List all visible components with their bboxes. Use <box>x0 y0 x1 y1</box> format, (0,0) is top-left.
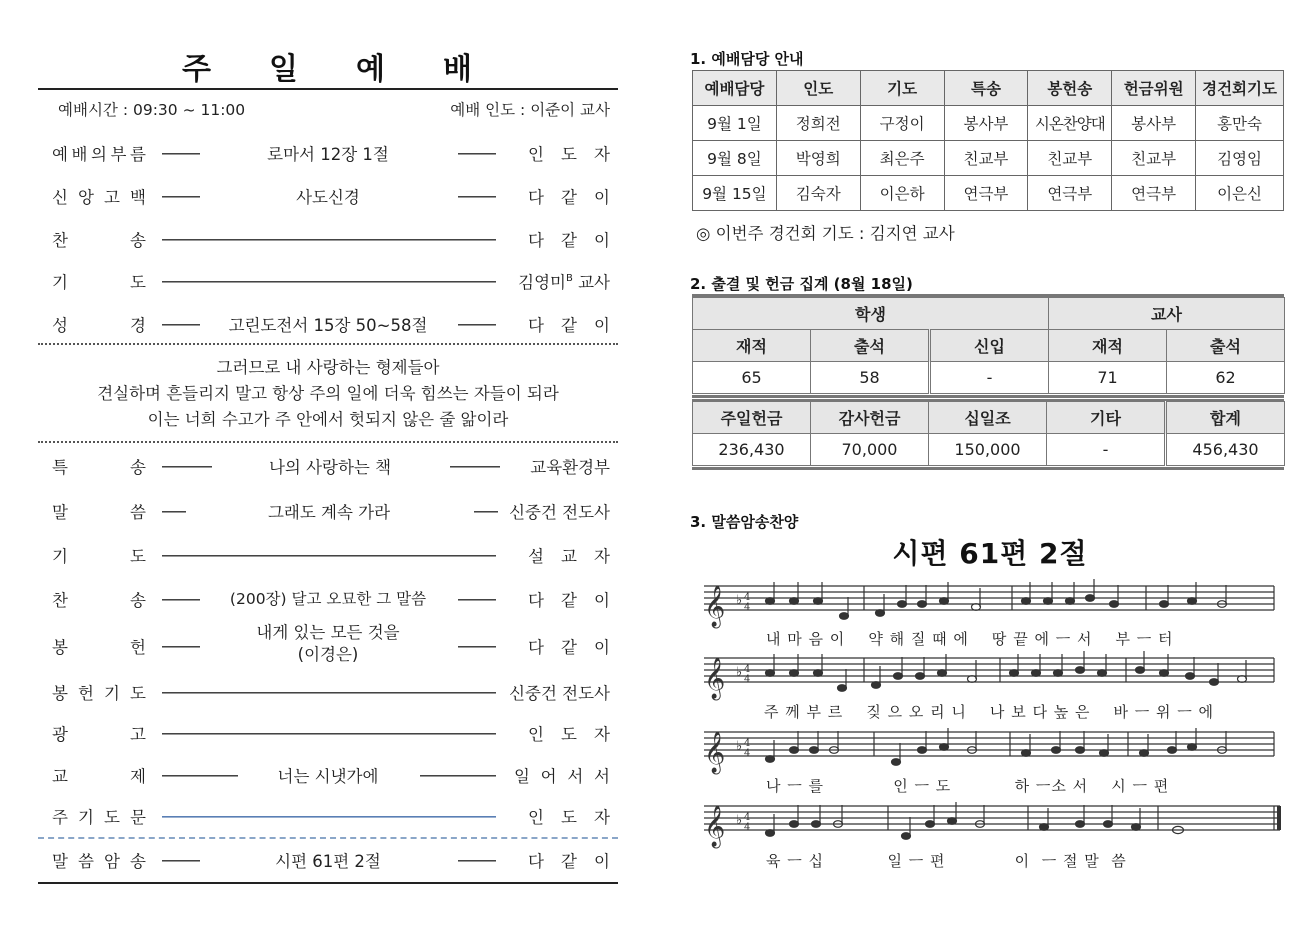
score-title: 시편 61편 2절 <box>892 537 1088 570</box>
prayer-note: ◎ 이번주 경건회 기도 : 김지연 교사 <box>696 224 955 243</box>
lyric-line: 내 마 음 이 약 해 질 때 에 땅 끝 에 ㅡ 서 부 ㅡ 터 <box>766 630 1174 648</box>
performer-char: 인 <box>528 808 544 827</box>
table-cell: 연극부 <box>1028 176 1112 211</box>
label-char: 부 <box>110 145 127 164</box>
table-cell: 시온찬양대 <box>1028 106 1112 141</box>
leader-line <box>162 775 238 777</box>
bottom-divider <box>38 882 618 884</box>
leader-line <box>162 646 200 648</box>
order-label <box>52 721 146 745</box>
order-label <box>52 763 146 787</box>
offering-song: 내게 있는 모든 것을 <box>256 623 400 642</box>
table-cell: 이은신 <box>1196 176 1284 211</box>
table-row <box>693 106 1284 141</box>
leader-line <box>420 775 496 777</box>
leader-line <box>162 860 200 862</box>
order-row-call-to-worship <box>38 141 618 167</box>
label-char: 성 <box>52 316 68 335</box>
performer-char: 인 <box>528 725 544 744</box>
label-char: 말 <box>52 852 68 871</box>
order-performer <box>528 184 610 208</box>
performer-char: 다 <box>528 188 544 207</box>
performer-char: 같 <box>561 231 577 250</box>
table-cell: 봉사부 <box>944 106 1028 141</box>
order-performer <box>528 634 610 658</box>
label-char: 씀 <box>130 503 146 522</box>
performer-char: 이 <box>594 231 610 250</box>
leader-line <box>162 816 496 818</box>
label-char: 기 <box>78 808 94 827</box>
table-cell: 김숙자 <box>776 176 860 211</box>
worship-title <box>38 44 618 88</box>
performer-char: 같 <box>561 852 577 871</box>
label-char: 봉 <box>52 638 68 657</box>
order-of-worship <box>38 40 618 900</box>
table-cell: 150,000 <box>929 434 1047 466</box>
label-char: 름 <box>130 145 146 164</box>
label-char: 송 <box>130 852 146 871</box>
svg-text:4: 4 <box>744 748 751 759</box>
table-header: 학생 <box>693 298 1049 330</box>
offering-header-row <box>693 402 1285 434</box>
order-performer <box>528 587 610 611</box>
performer-char: 이 <box>594 591 610 610</box>
svg-text:4: 4 <box>744 592 751 603</box>
verse-line: 그러므로 내 사랑하는 형제들아 <box>216 358 440 377</box>
label-char: 문 <box>130 808 146 827</box>
table-cell: 친교부 <box>1028 141 1112 176</box>
leader-line <box>162 196 200 198</box>
table-cell: - <box>1047 434 1166 466</box>
performer-char: 서 <box>567 767 584 786</box>
announcements-panel <box>690 40 1290 900</box>
table-header: 헌금위원 <box>1112 71 1196 106</box>
order-performer <box>528 848 610 872</box>
svg-text:♭: ♭ <box>736 593 743 608</box>
verse-divider-top <box>38 343 618 345</box>
table-cell: 박영희 <box>776 141 860 176</box>
order-content: 고린도전서 15장 50~58절 <box>228 316 428 335</box>
label-char: 헌 <box>78 684 94 703</box>
order-row-fellowship <box>38 763 618 789</box>
label-char: 도 <box>130 684 146 703</box>
order-row-offering-prayer <box>38 680 618 706</box>
performer-char: 같 <box>561 188 577 207</box>
label-char: 광 <box>52 725 68 744</box>
performer-char: 같 <box>561 316 577 335</box>
duty-table <box>692 70 1284 211</box>
table-header: 예배담당 <box>693 71 777 106</box>
label-char: 교 <box>52 767 68 786</box>
label-char: 송 <box>130 591 146 610</box>
order-row-scripture <box>38 312 618 338</box>
performer-char: 다 <box>528 852 544 871</box>
svg-text:♭: ♭ <box>736 813 743 828</box>
section-attendance-title: 2. 출결 및 헌금 집계 (8월 18일) <box>690 275 913 293</box>
order-row-hymn <box>38 227 618 253</box>
order-content: (200장) 달고 오묘한 그 말씀 <box>229 590 427 608</box>
order-content: 그래도 계속 가라 <box>267 503 391 522</box>
table-header: 인도 <box>776 71 860 106</box>
table-header: 주일헌금 <box>693 402 811 434</box>
leader-line <box>162 555 496 557</box>
leader-line <box>458 860 496 862</box>
order-row-confession <box>38 184 618 210</box>
order-label <box>52 227 146 251</box>
table-cell: 456,430 <box>1166 434 1285 466</box>
performer-char: 이 <box>594 638 610 657</box>
order-performer <box>518 269 610 293</box>
leader-line <box>162 153 200 155</box>
section-duty-title: 1. 예배담당 안내 <box>690 50 804 68</box>
order-performer <box>528 543 610 567</box>
order-row-prayer <box>38 269 618 295</box>
order-performer <box>528 312 610 336</box>
leader-line <box>162 599 200 601</box>
order-label <box>52 499 146 523</box>
leader-line <box>458 324 496 326</box>
order-label <box>52 312 146 336</box>
order-label <box>52 454 146 478</box>
performer-char: 다 <box>528 591 544 610</box>
leader-line <box>458 599 496 601</box>
performer-char: 자 <box>594 725 610 744</box>
table-header: 기타 <box>1047 402 1166 434</box>
order-row-special-song <box>38 454 618 480</box>
attendance-subheader-row <box>693 330 1285 362</box>
order-performer: 신중건 전도사 <box>509 684 610 703</box>
title-divider <box>38 88 618 90</box>
leader-line <box>458 646 496 648</box>
label-char: 신 <box>52 188 68 207</box>
table-header: 십일조 <box>929 402 1047 434</box>
svg-text:𝄞: 𝄞 <box>704 806 726 847</box>
table-cell: 연극부 <box>1112 176 1196 211</box>
table-cell: 김영임 <box>1196 141 1284 176</box>
label-char: 예 <box>52 145 68 164</box>
order-performer <box>528 804 610 828</box>
offering-bottom-rule <box>692 467 1284 470</box>
table-cell: 정희전 <box>776 106 860 141</box>
leader-line <box>162 324 200 326</box>
svg-text:4: 4 <box>744 664 751 675</box>
leader-line <box>162 511 186 513</box>
table-row <box>693 434 1285 466</box>
label-char: 찬 <box>52 591 68 610</box>
table-cell: 홍만숙 <box>1196 106 1284 141</box>
svg-text:𝄞: 𝄞 <box>704 658 726 699</box>
label-char: 앙 <box>78 188 94 207</box>
table-cell: 9월 8일 <box>693 141 777 176</box>
leader-line <box>162 239 496 241</box>
leader-line <box>458 153 496 155</box>
label-char: 헌 <box>130 638 146 657</box>
order-performer <box>528 721 610 745</box>
verse-line: 견실하며 흔들리지 말고 항상 주의 일에 더욱 힘쓰는 자들이 되라 <box>97 384 559 403</box>
table-cell: 236,430 <box>693 434 811 466</box>
order-row-hymn-2 <box>38 587 618 613</box>
table-row <box>693 362 1285 394</box>
order-content: 너는 시냇가에 <box>277 767 379 786</box>
table-cell: 구정이 <box>860 106 944 141</box>
label-char: 기 <box>52 273 68 292</box>
label-char: 송 <box>130 231 146 250</box>
section-memory-song-title: 3. 말씀암송찬양 <box>690 513 799 531</box>
performer-char: 도 <box>561 808 577 827</box>
sheet-music <box>690 570 1290 880</box>
table-header: 감사헌금 <box>811 402 929 434</box>
leader-line <box>162 466 212 468</box>
performer-char: 어 <box>540 767 557 786</box>
attendance-table <box>692 297 1285 394</box>
order-row-offering <box>38 623 618 664</box>
label-char: 주 <box>52 808 68 827</box>
order-label <box>52 634 146 658</box>
order-label <box>52 804 146 828</box>
table-header: 기도 <box>860 71 944 106</box>
svg-text:4: 4 <box>744 822 751 833</box>
leader-line <box>162 733 496 735</box>
performer-char: 설 <box>528 547 544 566</box>
table-header: 재적 <box>693 330 811 362</box>
svg-text:4: 4 <box>744 602 751 613</box>
order-performer: 교육환경부 <box>530 458 610 477</box>
label-char: 도 <box>130 273 146 292</box>
table-cell: 70,000 <box>811 434 929 466</box>
leader-line <box>474 511 498 513</box>
svg-text:𝄞: 𝄞 <box>704 586 726 627</box>
verse-divider-bottom <box>38 441 618 443</box>
order-label <box>52 269 146 293</box>
performer-title: 교사 <box>572 273 610 292</box>
table-header: 특송 <box>944 71 1028 106</box>
table-row <box>693 141 1284 176</box>
performer-char: 같 <box>561 638 577 657</box>
order-content: 시편 61편 2절 <box>275 852 381 871</box>
order-row-sermon <box>38 499 618 525</box>
order-label <box>52 184 146 208</box>
table-cell: - <box>930 362 1049 394</box>
table-header: 신입 <box>930 330 1049 362</box>
order-content <box>200 622 456 666</box>
table-row <box>693 176 1284 211</box>
svg-text:4: 4 <box>744 812 751 823</box>
order-label <box>52 587 146 611</box>
table-cell: 친교부 <box>944 141 1028 176</box>
table-cell: 65 <box>693 362 811 394</box>
table-cell: 최은주 <box>860 141 944 176</box>
label-char: 제 <box>130 767 146 786</box>
table-header: 합계 <box>1166 402 1285 434</box>
worship-leader: 예배 인도 : 이준이 교사 <box>450 101 610 119</box>
order-content: 로마서 12장 1절 <box>267 145 389 164</box>
attendance-group-row <box>693 298 1285 330</box>
leader-line <box>162 692 496 694</box>
label-char: 말 <box>52 503 68 522</box>
performer-char: 같 <box>561 591 577 610</box>
duty-header-row <box>693 71 1284 106</box>
performer-superscript: B <box>566 273 573 284</box>
scripture-verse <box>38 355 618 433</box>
order-row-lords-prayer <box>38 804 618 830</box>
performer-char: 자 <box>594 547 610 566</box>
offering-table <box>692 401 1285 466</box>
table-cell: 친교부 <box>1112 141 1196 176</box>
lyric-line: 나 ㅡ 를 인 ㅡ 도 하 ㅡ소 서 시 ㅡ 편 <box>766 777 1170 795</box>
offering-singer: (이경은) <box>297 645 359 664</box>
performer-char: 서 <box>594 767 610 786</box>
label-char: 배 <box>71 145 88 164</box>
order-performer <box>528 227 610 251</box>
label-char: 암 <box>104 852 120 871</box>
table-cell: 62 <box>1167 362 1285 394</box>
label-char: 찬 <box>52 231 68 250</box>
order-performer <box>528 141 610 165</box>
label-char: 봉 <box>52 684 68 703</box>
table-header: 교사 <box>1049 298 1285 330</box>
order-row-memory-verse <box>38 848 618 874</box>
label-char: 백 <box>130 188 146 207</box>
leader-line <box>450 466 500 468</box>
performer-char: 다 <box>528 638 544 657</box>
title-char: 주 <box>182 52 214 87</box>
worship-info <box>38 98 618 122</box>
lyric-line: 육 ㅡ 십 일 ㅡ 편 이 ㅡ 절 말 씀 <box>766 852 1127 870</box>
performer-char: 자 <box>594 145 610 164</box>
label-char: 의 <box>91 145 107 164</box>
table-header: 출석 <box>811 330 930 362</box>
svg-text:𝄞: 𝄞 <box>704 732 726 773</box>
performer-char: 이 <box>594 852 610 871</box>
order-label <box>52 543 146 567</box>
label-char: 씀 <box>78 852 94 871</box>
table-cell: 연극부 <box>944 176 1028 211</box>
performer-char: 자 <box>594 808 610 827</box>
order-row-announcements <box>38 721 618 747</box>
leader-line <box>162 281 496 283</box>
performer-char: 일 <box>514 767 530 786</box>
table-header: 재적 <box>1049 330 1167 362</box>
order-content: 사도신경 <box>296 188 360 207</box>
label-char: 기 <box>52 547 68 566</box>
table-header: 봉헌송 <box>1028 71 1112 106</box>
table-cell: 9월 15일 <box>693 176 777 211</box>
lyric-line: 주 께 부 르 짖 으 오 리 니 나 보 다 높 은 바 ㅡ 위 ㅡ 에 <box>764 703 1215 721</box>
table-cell: 이은하 <box>860 176 944 211</box>
table-cell: 9월 1일 <box>693 106 777 141</box>
label-char: 송 <box>130 458 146 477</box>
performer-char: 이 <box>594 316 610 335</box>
label-char: 도 <box>130 547 146 566</box>
svg-text:4: 4 <box>744 674 751 685</box>
order-performer <box>514 763 610 787</box>
table-cell: 71 <box>1049 362 1167 394</box>
performer-char: 이 <box>594 188 610 207</box>
order-label <box>52 848 146 872</box>
verse-line: 이는 너희 수고가 주 안에서 헛되지 않은 줄 앎이라 <box>147 410 509 429</box>
label-char: 경 <box>130 316 146 335</box>
table-cell: 봉사부 <box>1112 106 1196 141</box>
leader-line <box>458 196 496 198</box>
worship-time: 예배시간 : 09:30 ~ 11:00 <box>58 101 246 119</box>
table-cell: 58 <box>811 362 930 394</box>
performer-char: 도 <box>561 145 577 164</box>
table-header: 경건회기도 <box>1196 71 1284 106</box>
label-char: 고 <box>104 188 120 207</box>
title-char: 배 <box>442 52 474 87</box>
lords-prayer-divider <box>38 837 618 839</box>
order-performer: 신중건 전도사 <box>509 503 610 522</box>
performer-char: 교 <box>561 547 577 566</box>
label-char: 특 <box>52 458 68 477</box>
title-char: 예 <box>356 52 387 87</box>
order-label <box>52 680 146 704</box>
performer-name: 김영미 <box>518 273 566 292</box>
label-char: 도 <box>104 808 120 827</box>
performer-char: 도 <box>561 725 577 744</box>
performer-char: 인 <box>528 145 544 164</box>
svg-text:♭: ♭ <box>736 739 743 754</box>
svg-text:4: 4 <box>744 738 751 749</box>
label-char: 고 <box>130 725 146 744</box>
performer-char: 다 <box>528 316 544 335</box>
title-char: 일 <box>269 52 300 87</box>
performer-char: 다 <box>528 231 544 250</box>
order-label <box>52 141 146 165</box>
svg-text:♭: ♭ <box>736 665 743 680</box>
label-char: 기 <box>104 684 120 703</box>
order-content: 나의 사랑하는 책 <box>268 458 392 477</box>
table-header: 출석 <box>1167 330 1285 362</box>
order-row-prayer-2 <box>38 543 618 569</box>
